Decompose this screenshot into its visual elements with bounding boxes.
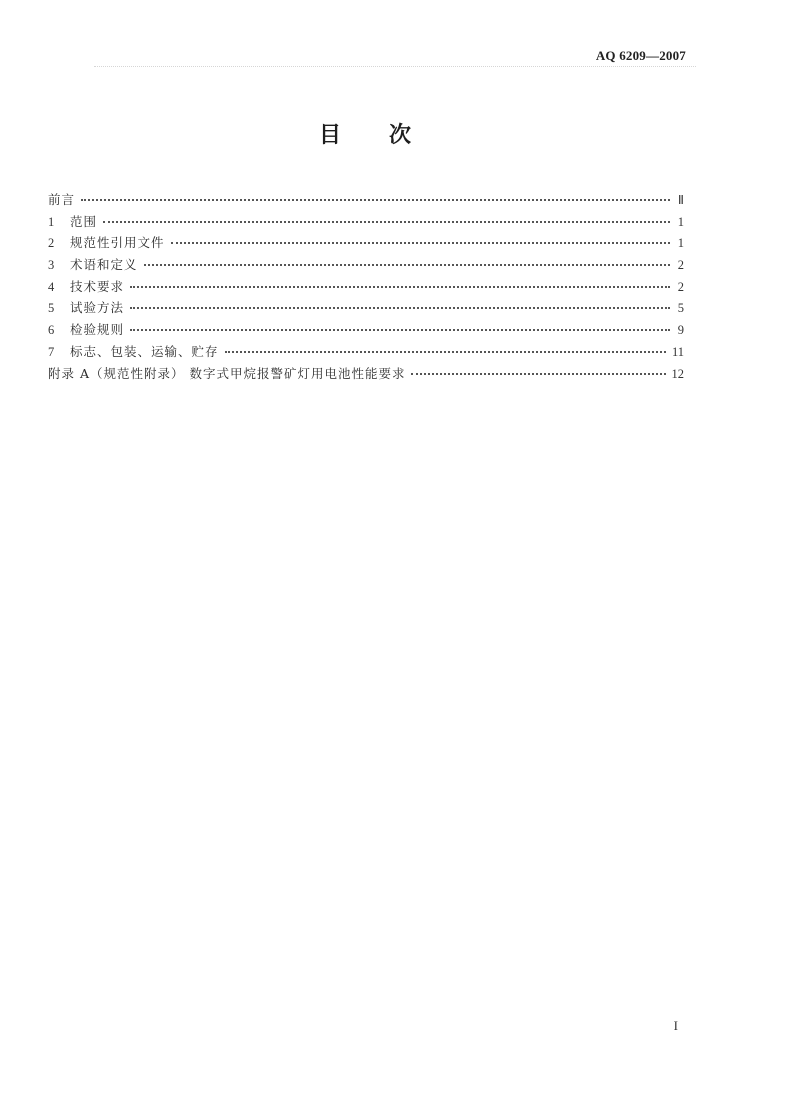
toc-leader-dots — [171, 241, 670, 244]
toc-entry-number: 2 — [48, 236, 55, 251]
toc-entry-page: 2 — [677, 279, 684, 294]
toc-leader-dots — [130, 306, 670, 309]
title-char-1: 目 — [318, 123, 341, 148]
toc-leader-dots — [411, 372, 665, 375]
page-title — [0, 118, 730, 149]
toc-entry-number: 5 — [48, 301, 55, 316]
toc-entry-page: 9 — [677, 323, 684, 338]
toc-entry-number: 1 — [48, 214, 55, 229]
toc-leader-dots — [144, 263, 670, 266]
toc-entry-appendix-a[interactable] — [48, 363, 684, 385]
toc-entry-number: 3 — [48, 258, 55, 273]
toc-entry-page: 5 — [677, 301, 684, 316]
toc-entry-2[interactable] — [48, 232, 684, 254]
toc-leader-dots — [130, 328, 670, 331]
toc-entry-page: 2 — [677, 258, 684, 273]
toc-entry-text: 术语和定义 — [70, 257, 138, 273]
toc-entry-text: 范围 — [70, 213, 98, 229]
toc-entry-page: Ⅱ — [677, 193, 684, 207]
toc-entry-page: 11 — [671, 344, 684, 359]
toc-entry-6[interactable] — [48, 319, 684, 341]
toc-entry-7[interactable] — [48, 341, 684, 363]
toc-entry-text: 前言 — [48, 192, 76, 207]
standard-code: AQ 6209—2007 — [595, 48, 686, 63]
toc-entry-text: 标志、包装、运输、贮存 — [70, 343, 219, 359]
header-dotted-rule — [94, 66, 696, 67]
toc-entry-number: 7 — [48, 344, 55, 359]
toc-leader-dots — [225, 350, 666, 353]
toc-entry-1[interactable] — [48, 211, 684, 233]
toc-entry-5[interactable] — [48, 297, 684, 319]
toc-entry-number: 4 — [48, 279, 55, 294]
toc-entry-3[interactable] — [48, 254, 684, 276]
toc-entry-preface[interactable] — [48, 189, 684, 211]
table-of-contents — [48, 189, 684, 384]
page-number: I — [673, 1018, 678, 1033]
toc-leader-dots — [81, 198, 670, 201]
toc-entry-text: 检验规则 — [70, 322, 125, 338]
toc-entry-text: 技术要求 — [70, 278, 125, 294]
toc-entry-page: 1 — [677, 214, 684, 229]
toc-leader-dots — [130, 285, 670, 288]
toc-leader-dots — [103, 220, 670, 223]
title-char-2: 次 — [389, 123, 412, 148]
toc-entry-page: 1 — [677, 236, 684, 251]
toc-entry-number: 6 — [48, 323, 55, 338]
toc-entry-4[interactable] — [48, 276, 684, 298]
toc-entry-page: 12 — [671, 366, 684, 381]
toc-entry-text: 规范性引用文件 — [70, 235, 165, 251]
toc-entry-text: 附录 A（规范性附录） 数字式甲烷报警矿灯用电池性能要求 — [48, 365, 406, 381]
toc-entry-text: 试验方法 — [70, 300, 125, 316]
